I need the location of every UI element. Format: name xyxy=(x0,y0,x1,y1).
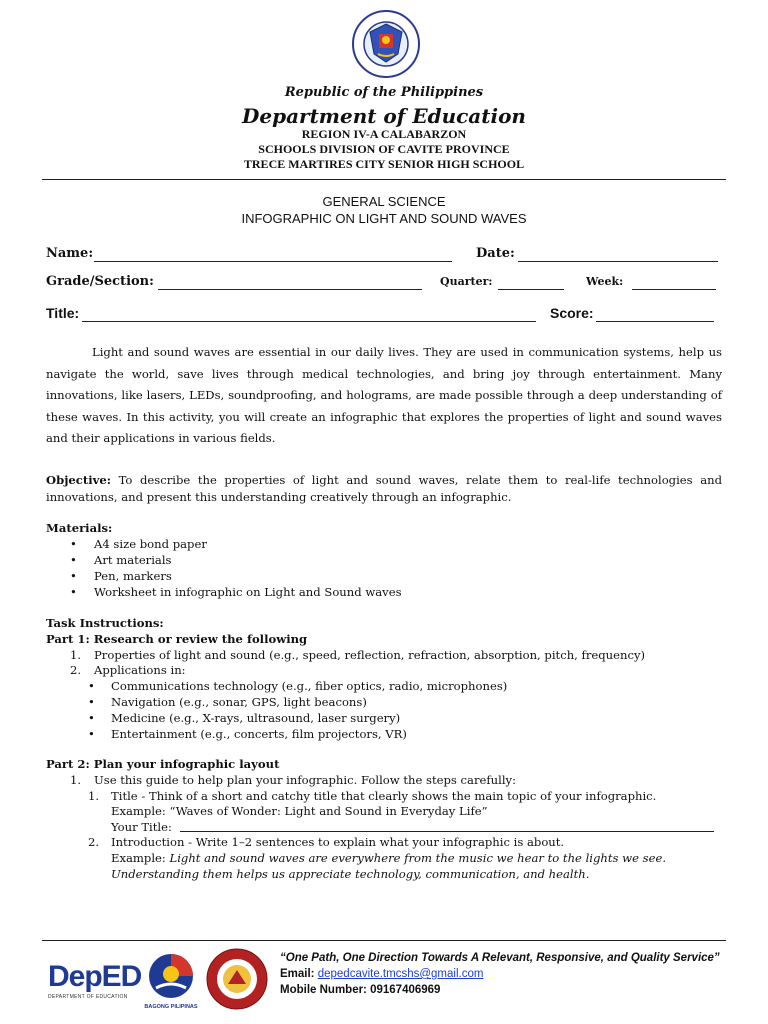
task-instructions-label: Task Instructions: xyxy=(46,616,164,630)
materials-label: Materials: xyxy=(46,521,113,535)
region-heading: REGION IV-A CALABARZON xyxy=(301,127,467,141)
school-seal-icon xyxy=(206,948,268,1010)
step2-text: Introduction - Write 1–2 sentences to explain what your infographic is about. xyxy=(111,835,565,849)
material-item: Worksheet in infographic on Light and Sound waves xyxy=(94,585,402,599)
deped-logo-sub: DEPARTMENT OF EDUCATION xyxy=(48,994,128,1000)
score-field[interactable] xyxy=(596,321,714,322)
week-label: Week: xyxy=(586,275,624,288)
header-divider xyxy=(42,179,726,180)
grade-section-label: Grade/Section: xyxy=(46,274,154,289)
footer-quote: “One Path, One Direction Towards A Relevant, Responsive, and Quality Service” xyxy=(280,952,720,964)
deped-logo-text: DepED xyxy=(48,960,142,993)
step1-example: Example: “Waves of Wonder: Light and Sound in Everyday Life” xyxy=(111,804,488,818)
quarter-label: Quarter: xyxy=(440,275,493,288)
material-item: A4 size bond paper xyxy=(94,537,207,551)
department-heading: Department of Education xyxy=(242,104,526,128)
application-item: Navigation (e.g., sonar, GPS, light beacons) xyxy=(111,695,367,709)
grade-section-field[interactable] xyxy=(158,289,422,290)
step2-example-text-2: Understanding them helps us appreciate technology, communication, and health. xyxy=(111,867,590,881)
objective-text: To describe the properties of light and sound waves, relate them to real-life technologies and innovations, and present this understanding creatively through an infographic. xyxy=(46,473,722,504)
date-field[interactable] xyxy=(518,261,718,262)
email-label: Email: xyxy=(280,968,318,980)
topic-title: INFOGRAPHIC ON LIGHT AND SOUND WAVES xyxy=(241,211,527,226)
deped-logo xyxy=(48,960,156,1008)
school-heading: TRECE MARTIRES CITY SENIOR HIGH SCHOOL xyxy=(243,157,525,171)
deped-seal-icon xyxy=(352,10,420,78)
intro-paragraph: Light and sound waves are essential in our daily lives. They are used in communication systems, help us navigate the world, save lives through medical technologies, and bring joy through entertainment. Many innovations, like lasers, LEDs, soundproofing, and holograms, are made possible through a deep understanding of these waves. In this activity, you will create an infographic that explores the properties of light and sound waves and their applications in various fields. xyxy=(46,345,722,446)
mobile-number: 09167406969 xyxy=(370,984,441,996)
material-item: Art materials xyxy=(94,553,172,567)
application-item: Medicine (e.g., X-rays, ultrasound, laser surgery) xyxy=(111,711,401,725)
application-item: Communications technology (e.g., fiber optics, radio, microphones) xyxy=(111,679,508,693)
title-label: Title: xyxy=(46,305,80,321)
score-label: Score: xyxy=(550,305,594,321)
bagong-pilipinas-text: BAGONG PILIPINAS xyxy=(144,1004,198,1010)
objective-paragraph xyxy=(46,472,722,506)
email-link[interactable]: depedcavite.tmcshs@gmail.com xyxy=(317,968,484,980)
footer-mobile xyxy=(280,984,440,996)
bagong-pilipinas-logo-icon xyxy=(142,950,200,1008)
division-heading: SCHOOLS DIVISION OF CAVITE PROVINCE xyxy=(258,142,510,156)
date-label: Date: xyxy=(476,246,515,261)
step2-example-label: Example: xyxy=(111,851,170,865)
title-field[interactable] xyxy=(82,321,536,322)
step2-example-text: Light and sound waves are everywhere from the music we hear to the lights we see. xyxy=(169,851,667,865)
footer-email xyxy=(280,968,483,980)
subject-title: GENERAL SCIENCE xyxy=(322,194,446,209)
mobile-label: Mobile Number: xyxy=(280,984,371,996)
part1-item1: Properties of light and sound (e.g., speed, reflection, refraction, absorption, pitch, frequency) xyxy=(94,648,646,662)
step1-text: Title - Think of a short and catchy title that clearly shows the main topic of your infographic. xyxy=(111,789,657,803)
part1-item2: Applications in: xyxy=(94,663,186,677)
week-field[interactable] xyxy=(632,289,716,290)
your-title-field[interactable] xyxy=(180,831,714,832)
application-item: Entertainment (e.g., concerts, film projectors, VR) xyxy=(111,727,407,741)
part2-label: Part 2: Plan your infographic layout xyxy=(46,757,280,771)
part1-label: Part 1: Research or review the following xyxy=(46,632,308,646)
your-title-label: Your Title: xyxy=(111,820,172,834)
part2-item1: Use this guide to help plan your infographic. Follow the steps carefully: xyxy=(94,773,516,787)
objective-label: Objective: xyxy=(46,473,111,487)
quarter-field[interactable] xyxy=(498,289,564,290)
footer-divider xyxy=(42,940,726,941)
republic-heading: Republic of the Philippines xyxy=(284,85,484,100)
step2-example xyxy=(111,850,666,866)
material-item: Pen, markers xyxy=(94,569,172,583)
name-field[interactable] xyxy=(94,261,452,262)
name-label: Name: xyxy=(46,246,94,261)
